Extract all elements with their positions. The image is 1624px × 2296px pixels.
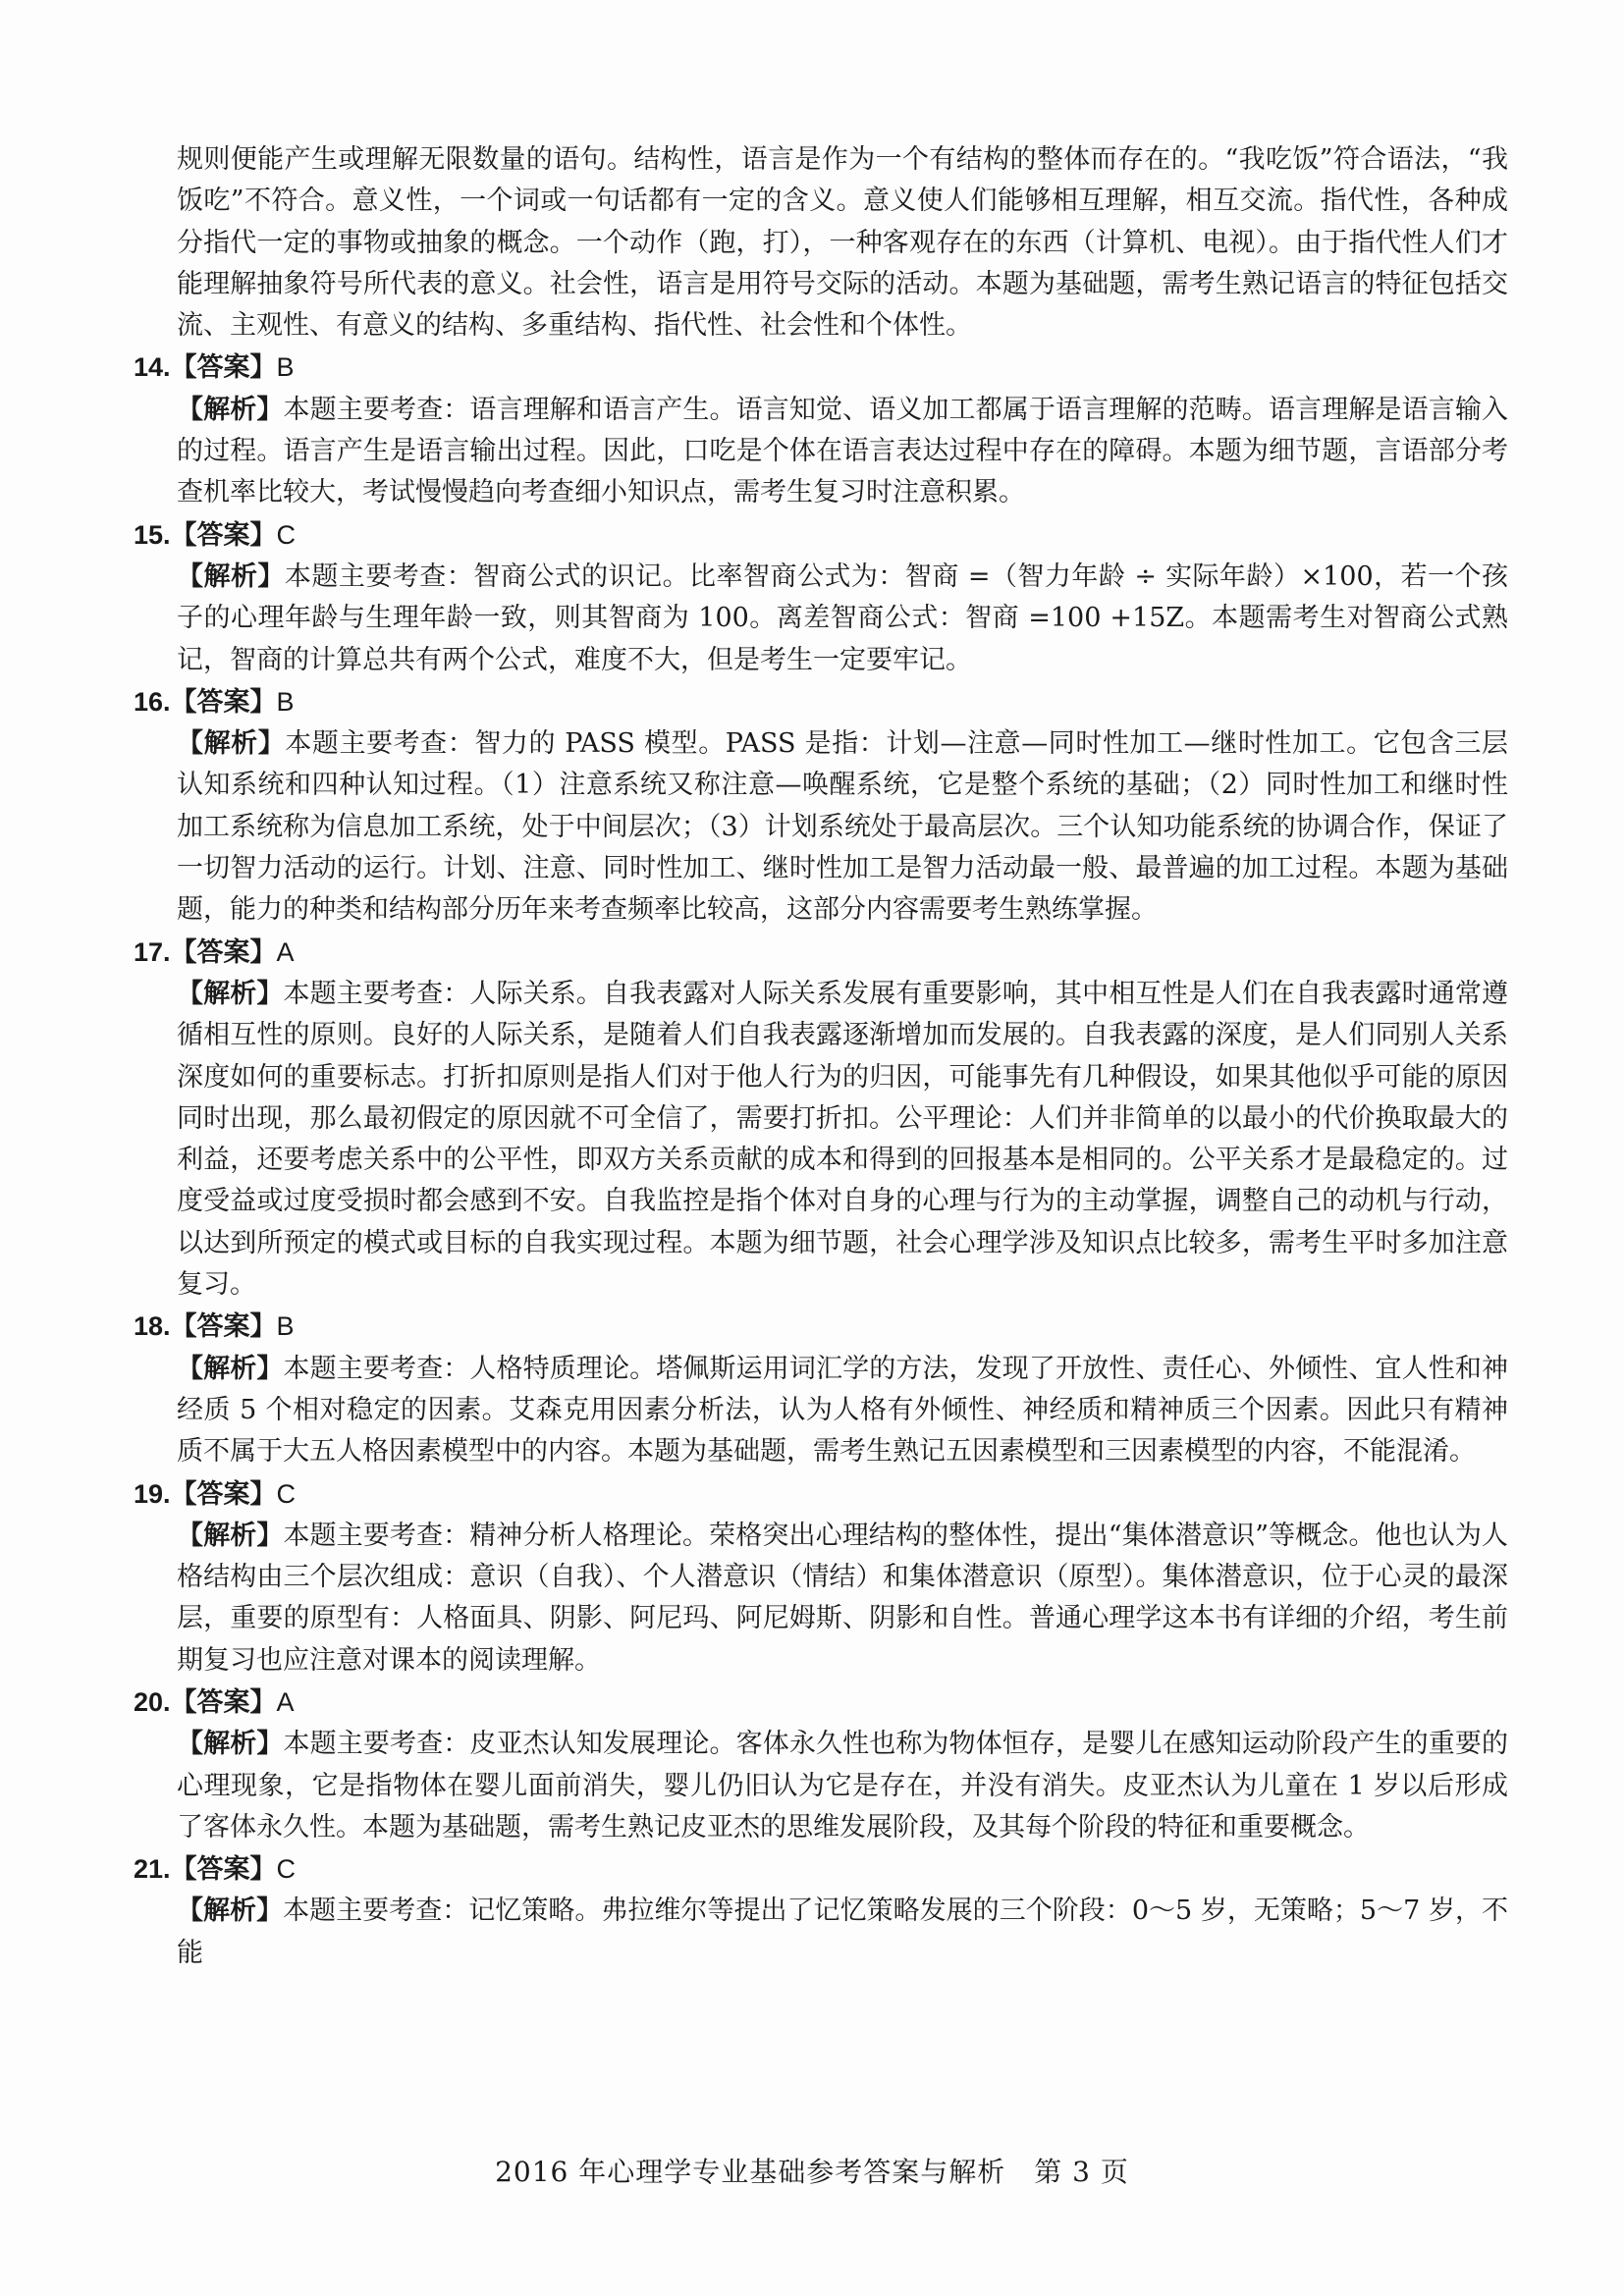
analysis-text: 本题主要考查：皮亚杰认知发展理论。客体永久性也称为物体恒存，是婴儿在感知运动阶段产生的重要的心理现象，它是指物体在婴儿面前消失，婴儿仍旧认为它是存在，并没有消失。皮亚杰认为儿童在 1 岁以后形成了客体永久性。本题为基础题，需考生熟记皮亚杰的思维发展阶段，及其每个阶段的特征和重要概念。 xyxy=(177,1729,1509,1842)
analysis-text: 本题主要考查：记忆策略。弗拉维尔等提出了记忆策略发展的三个阶段：0～5 岁，无策略；5～7 岁，不能 xyxy=(177,1896,1508,1968)
analysis-paragraph xyxy=(177,1891,1508,1974)
analysis-paragraph xyxy=(177,557,1508,681)
answer-value: B xyxy=(276,686,295,717)
answer-tag: 【答案】 xyxy=(170,519,277,551)
question-number: 20. xyxy=(134,1686,171,1717)
analysis-paragraph xyxy=(177,723,1508,931)
analysis-paragraph xyxy=(177,1349,1508,1473)
answer-item xyxy=(134,1682,1508,1848)
answer-item xyxy=(134,514,1508,681)
analysis-tag: 【解析】 xyxy=(177,978,284,1009)
analysis-tag: 【解析】 xyxy=(177,1896,284,1927)
answer-item xyxy=(134,1473,1508,1682)
analysis-text: 本题主要考查：人格特质理论。塔佩斯运用词汇学的方法，发现了开放性、责任心、外倾性、宜人性和神经质 5 个相对稳定的因素。艾森克用因素分析法，认为人格有外倾性、神经质和精神质三个因素。因此只有精神质不属于大五人格因素模型中的内容。本题为基础题，需考生熟记五因素模型和三因素模型的内容，不能混淆。 xyxy=(177,1353,1509,1468)
answer-line xyxy=(134,1306,1508,1348)
answer-tag: 【答案】 xyxy=(170,936,277,968)
answer-item xyxy=(134,1848,1508,1974)
answer-tag: 【答案】 xyxy=(170,1478,277,1510)
question-number: 15. xyxy=(134,519,171,550)
answer-item xyxy=(134,932,1508,1307)
answer-item xyxy=(134,681,1508,932)
answer-line xyxy=(134,347,1508,389)
question-number: 19. xyxy=(134,1478,171,1509)
analysis-paragraph xyxy=(177,974,1508,1306)
analysis-text: 本题主要考查：精神分析人格理论。荣格突出心理结构的整体性，提出“集体潜意识”等概念。他也认为人格结构由三个层次组成：意识（自我）、个人潜意识（情结）和集体潜意识（原型）。集体潜意识，位于心灵的最深层，重要的原型有：人格面具、阴影、阿尼玛、阿尼姆斯、阴影和自性。普通心理学这本书有详细的介绍，考生前期复习也应注意对课本的阅读理解。 xyxy=(177,1520,1509,1676)
question-number: 18. xyxy=(134,1311,171,1342)
answer-tag: 【答案】 xyxy=(170,352,277,384)
answer-value: B xyxy=(276,352,295,383)
answer-line xyxy=(134,681,1508,723)
answer-value: A xyxy=(276,1686,295,1717)
page-footer: 2016 年心理学专业基础参考答案与解析 第 3 页 xyxy=(495,2156,1129,2188)
answer-line xyxy=(134,1473,1508,1516)
analysis-text: 本题主要考查：智力的 PASS 模型。PASS 是指：计划—注意—同时性加工—继时性加工。它包含三层认知系统和四种认知过程。（1）注意系统又称注意—唤醒系统，它是整个系统的基础；（2）同时性加工和继时性加工系统称为信息加工系统，处于中间层次；（3）计划系统处于最高层次。三个认知功能系统的协调合作，保证了一切智力活动的运行。计划、注意、同时性加工、继时性加工是智力活动最一般、最普遍的加工过程。本题为基础题，能力的种类和结构部分历年来考查频率比较高，这部分内容需要考生熟练掌握。 xyxy=(177,728,1508,926)
analysis-text: 本题主要考查：智商公式的识记。比率智商公式为：智商 =（智力年龄 ÷ 实际年龄）×100，若一个孩子的心理年龄与生理年龄一致，则其智商为 100。离差智商公式：智商 =100 +15Z。本题需考生对智商公式熟记，智商的计算总共有两个公式，难度不大，但是考生一定要牢记。 xyxy=(177,561,1508,675)
analysis-tag: 【解析】 xyxy=(177,1520,284,1551)
answer-line xyxy=(134,932,1508,974)
answer-value: C xyxy=(276,519,297,550)
analysis-tag: 【解析】 xyxy=(177,561,285,592)
answer-item xyxy=(134,1306,1508,1472)
analysis-tag: 【解析】 xyxy=(177,1729,284,1760)
intro-paragraph: 规则便能产生或理解无限数量的语句。结构性，语言是作为一个有结构的整体而存在的。“我吃饭”符合语法，“我饭吃”不符合。意义性，一个词或一句话都有一定的含义。意义使人们能够相互理解，相互交流。指代性，各种成分指代一定的事物或抽象的概念。一个动作（跑，打），一种客观存在的东西（计算机、电视）。由于指代性人们才能理解抽象符号所代表的意义。社会性，语言是用符号交际的活动。本题为基础题，需考生熟记语言的特征包括交流、主观性、有意义的结构、多重结构、指代性、社会性和个体性。 xyxy=(177,144,1508,342)
answer-line xyxy=(134,514,1508,557)
answer-tag: 【答案】 xyxy=(170,1686,277,1718)
answer-value: A xyxy=(276,936,295,967)
analysis-paragraph xyxy=(177,1724,1508,1848)
analysis-text: 本题主要考查：人际关系。自我表露对人际关系发展有重要影响，其中相互性是人们在自我表露时通常遵循相互性的原则。良好的人际关系，是随着人们自我表露逐渐增加而发展的。自我表露的深度，是人们同别人关系深度如何的重要标志。打折扣原则是指人们对于他人行为的归因，可能事先有几种假设，如果其他似乎可能的原因同时出现，那么最初假定的原因就不可全信了，需要打折扣。公平理论：人们并非简单的以最小的代价换取最大的利益，还要考虑关系中的公平性，即双方关系贡献的成本和得到的回报基本是相同的。公平关系才是最稳定的。过度受益或过度受损时都会感到不安。自我监控是指个体对自身的心理与行为的主动掌握，调整自己的动机与行动，以达到所预定的模式或目标的自我实现过程。本题为细节题，社会心理学涉及知识点比较多，需考生平时多加注意复习。 xyxy=(177,978,1509,1301)
analysis-tag: 【解析】 xyxy=(177,1353,284,1384)
answer-line xyxy=(134,1682,1508,1724)
answer-value: C xyxy=(276,1854,297,1885)
question-number: 21. xyxy=(134,1854,171,1885)
answer-items xyxy=(134,347,1508,1974)
analysis-tag: 【解析】 xyxy=(177,394,284,425)
analysis-tag: 【解析】 xyxy=(177,728,286,760)
question-number: 14. xyxy=(134,352,171,383)
answer-value: C xyxy=(276,1478,297,1509)
answer-item xyxy=(134,347,1508,513)
analysis-paragraph xyxy=(177,1516,1508,1682)
analysis-paragraph xyxy=(177,390,1508,514)
page-content xyxy=(134,139,1508,1974)
answer-line xyxy=(134,1848,1508,1891)
analysis-text: 本题主要考查：语言理解和语言产生。语言知觉、语义加工都属于语言理解的范畴。语言理解是语言输入的过程。语言产生是语言输出过程。因此，口吃是个体在语言表达过程中存在的障碍。本题为细节题，言语部分考查机率比较大，考试慢慢趋向考查细小知识点，需考生复习时注意积累。 xyxy=(177,394,1509,508)
answer-tag: 【答案】 xyxy=(170,686,277,718)
question-number: 16. xyxy=(134,686,171,717)
answer-value: B xyxy=(276,1311,295,1342)
answer-tag: 【答案】 xyxy=(170,1311,277,1343)
answer-tag: 【答案】 xyxy=(170,1854,277,1886)
question-number: 17. xyxy=(134,936,171,967)
